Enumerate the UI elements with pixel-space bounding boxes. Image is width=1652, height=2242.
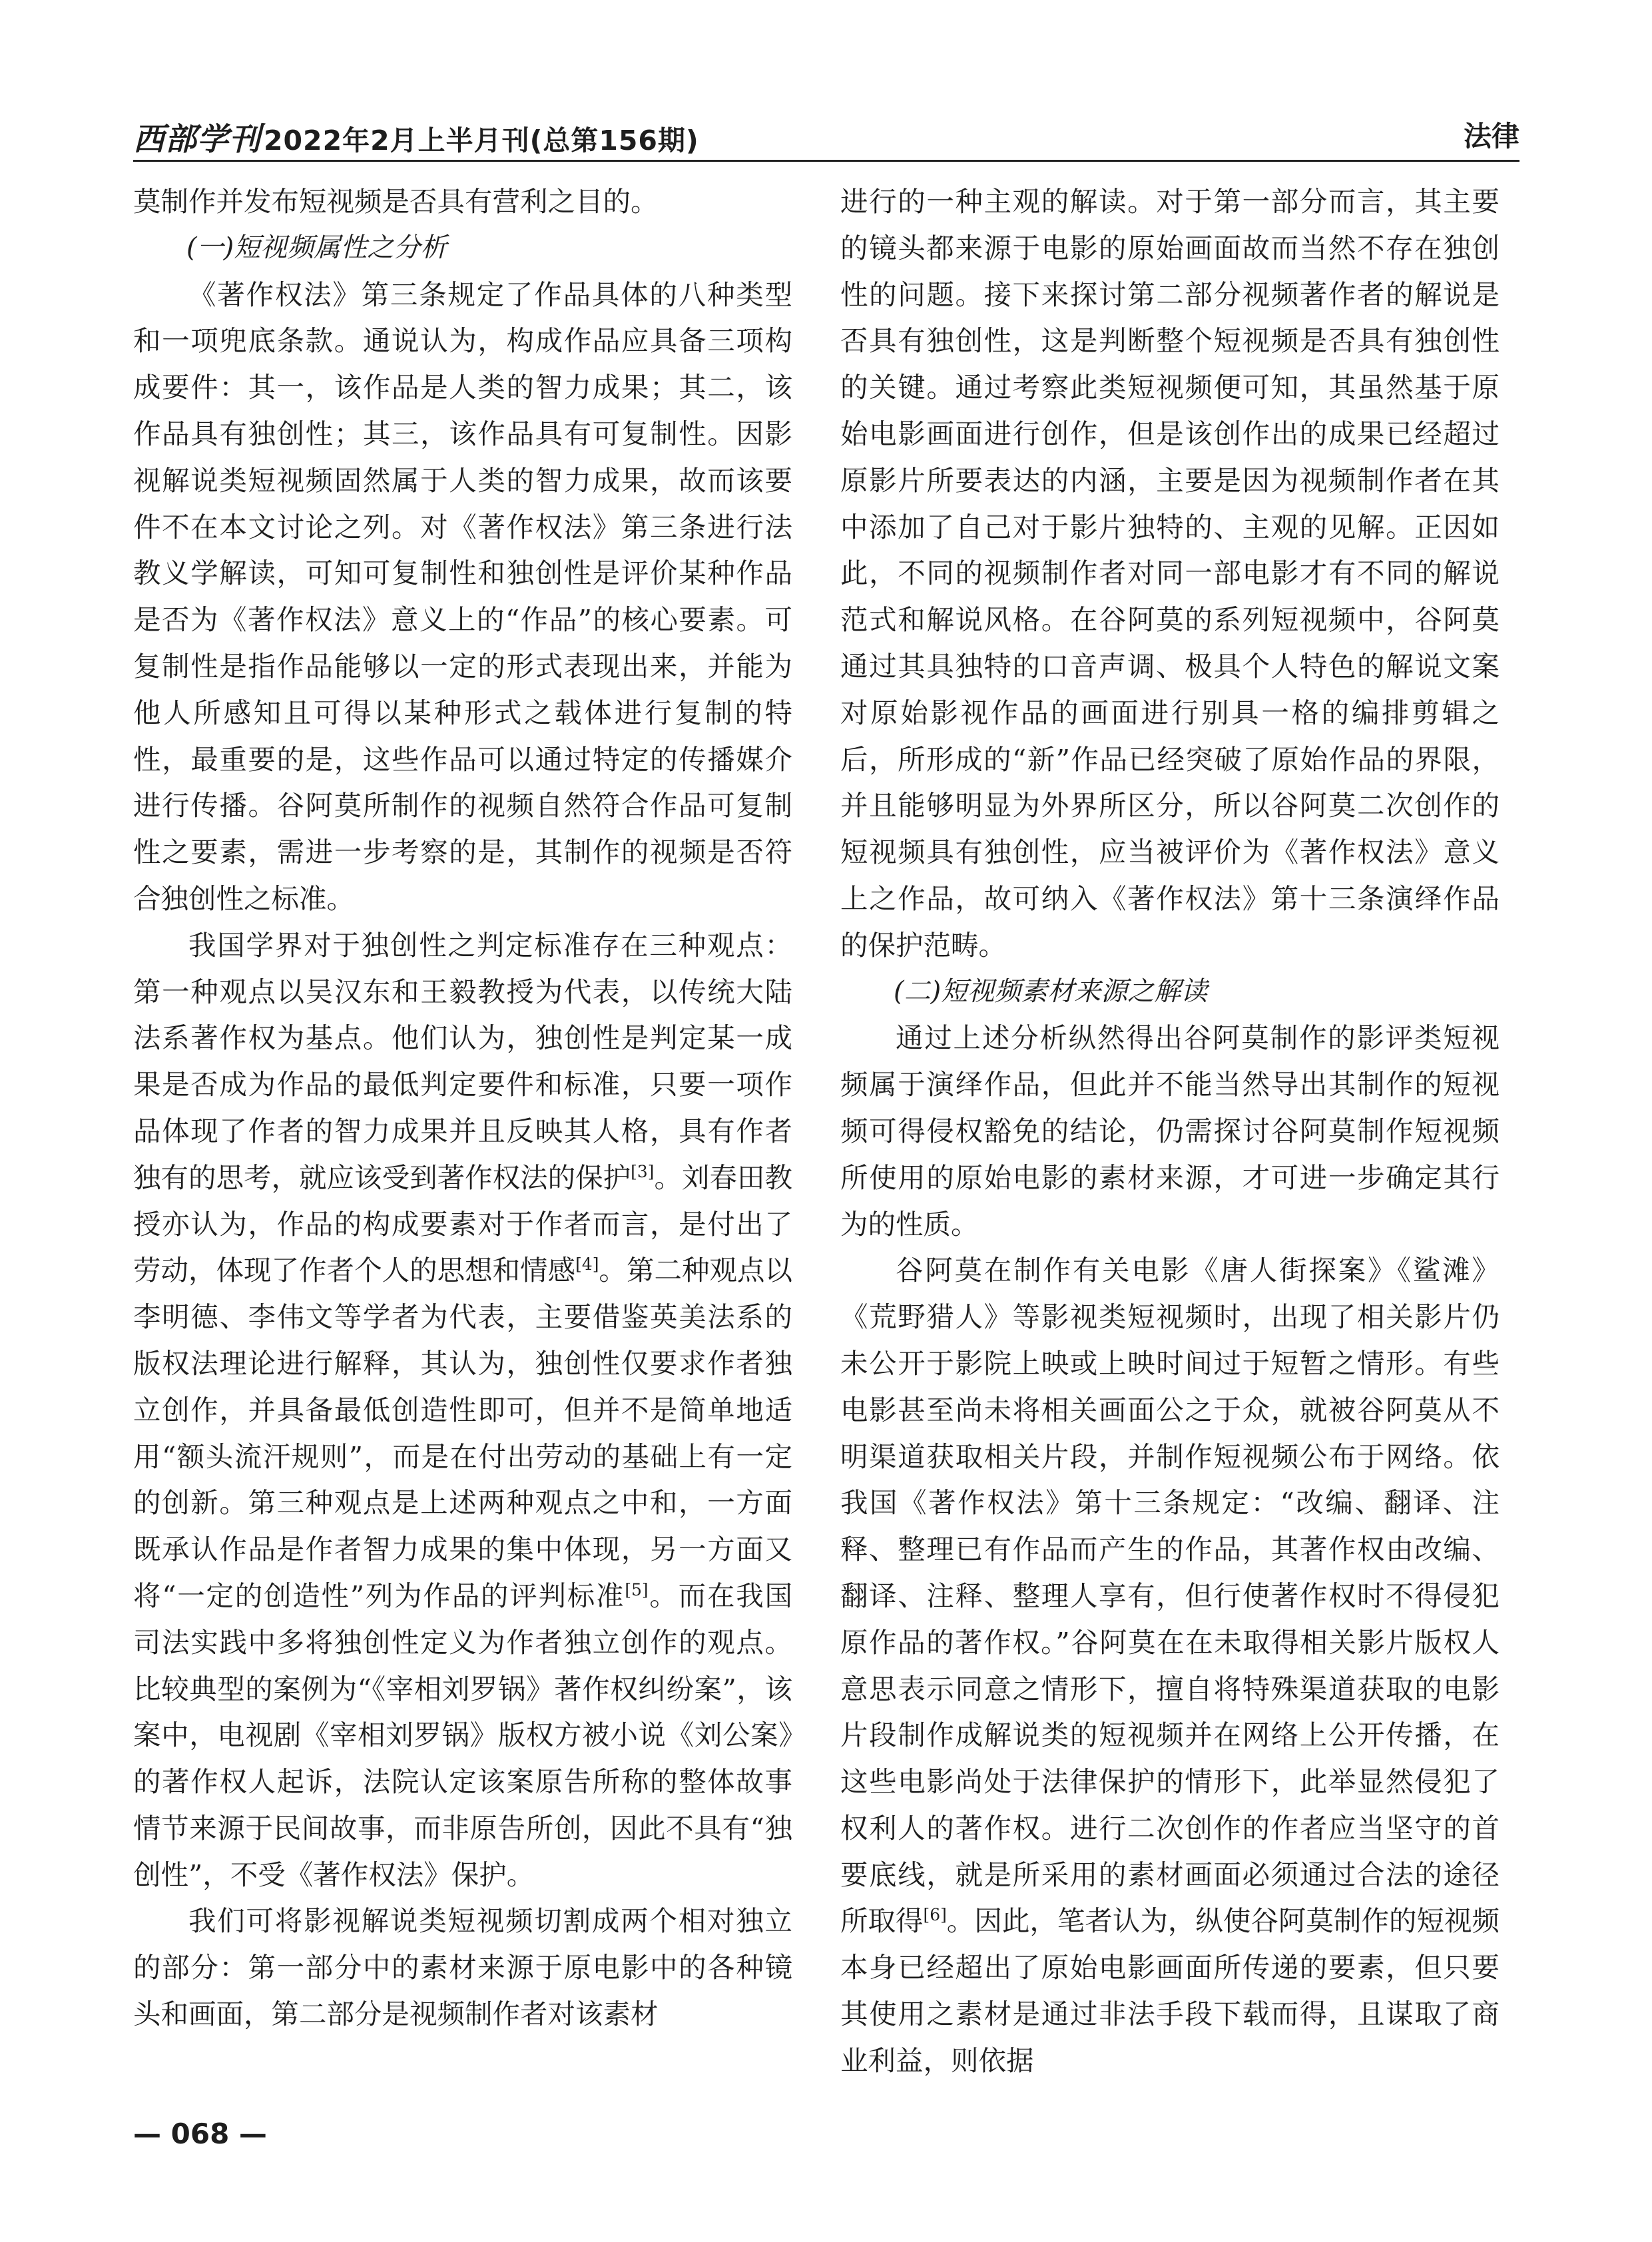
paragraph: 进行的一种主观的解读。对于第一部分而言，其主要的镜头都来源于电影的原始画面故而当然不存在独创性的问题。接下来探讨第二部分视频著作者的解说是否具有独创性，这是判断整个短视频是否具有独创性的关键。通过考察此类短视频便可知，其虽然基于原始电影画面进行创作，但是该创作出的成果已经超过原影片所要表达的内涵，主要是因为视频制作者在其中添加了自己对于影片独特的、主观的见解。正因如此，不同的视频制作者对同一部电影才有不同的解说范式和解说风格。在谷阿莫的系列短视频中，谷阿莫通过其具独特的口音声调、极具个人特色的解说文案对原始影视作品的画面进行别具一格的编排剪辑之后，所形成的“新”作品已经突破了原始作品的界限，并且能够明显为外界所区分，所以谷阿莫二次创作的短视频具有独创性，应当被评价为《著作权法》意义上之作品，故可纳入《著作权法》第十三条演绎作品的保护范畴。 — [840, 185, 1500, 962]
journal-logo: 西部学刊 — [133, 121, 261, 158]
journal-masthead — [133, 115, 699, 159]
paragraph — [840, 1247, 1500, 2084]
paragraph: 我们可将影视解说类短视频切割成两个相对独立的部分：第一部分中的素材来源于原电影中的各种镜头和画面，第二部分是视频制作者对该素材 — [133, 1904, 792, 2031]
citation-ref: [4] — [575, 1255, 599, 1274]
paragraph: 《著作权法》第三条规定了作品具体的八种类型和一项兜底条款。通说认为，构成作品应具备三项构成要件：其一，该作品是人类的智力成果；其二，该作品具有独创性；其三，该作品具有可复制性。因影视解说类短视频固然属于人类的智力成果，故而该要件不在本文讨论之列。对《著作权法》第三条进行法教义学解读，可知可复制性和独创性是评价某种作品是否为《著作权法》意义上的“作品”的核心要素。可复制性是指作品能够以一定的形式表现出来，并能为他人所感知且可得以某种形式之载体进行复制的特性，最重要的是，这些作品可以通过特定的传播媒介进行传播。谷阿莫所制作的视频自然符合作品可复制性之要素，需进一步考察的是，其制作的视频是否符合独创性之标准。 — [133, 278, 792, 915]
text-run: 。而在我国司法实践中多将独创性定义为作者独立创作的观点。比较典型的案例为“《宰相刘罗锅》著作权纠纷案”，该案中，电视剧《宰相刘罗锅》版权方被小说《刘公案》的著作权人起诉，法院认定该案原告所称的整体故事情节来源于民间故事，而非原告所创，因此不具有“独创性”，不受《著作权法》保护。 — [133, 1579, 792, 1891]
issue-info: 2022年2月上半月刊(总第156期) — [264, 125, 699, 156]
paragraph: 通过上述分析纵然得出谷阿莫制作的影评类短视频属于演绎作品，但此并不能当然导出其制作的短视频可得侵权豁免的结论，仍需探讨谷阿莫制作短视频所使用的原始电影的素材来源，才可进一步确定其行为的性质。 — [840, 1021, 1500, 1241]
header-rule — [133, 160, 1519, 162]
section-heading: (一)短视频属性之分析 — [186, 232, 447, 263]
right-column — [840, 178, 1500, 2084]
paragraph — [133, 922, 792, 1898]
left-column — [133, 178, 792, 2038]
paragraph: 莫制作并发布短视频是否具有营利之目的。 — [133, 185, 659, 218]
section-heading: (二)短视频素材来源之解读 — [894, 976, 1208, 1007]
citation-ref: [6] — [923, 1905, 947, 1925]
citation-ref: [3] — [631, 1161, 655, 1181]
text-run: 谷阿莫在制作有关电影《唐人街探案》《鲨滩》《荒野猎人》等影视类短视频时，出现了相关影片仍未公开于影院上映或上映时间过于短暂之情形。有些电影甚至尚未将相关画面公之于众，就被谷阿莫从不明渠道获取相关片段，并制作短视频公布于网络。依我国《著作权法》第十三条规定：“改编、翻译、注释、整理已有作品而产生的作品，其著作权由改编、翻译、注释、整理人享有，但行使著作权时不得侵犯原作品的著作权。”谷阿莫在在未取得相关影片版权人意思表示同意之情形下，擅自将特殊渠道获取的电影片段制作成解说类的短视频并在网络上公开传播，在这些电影尚处于法律保护的情形下，此举显然侵犯了权利人的著作权。进行二次创作的作者应当坚守的首要底线，就是所采用的素材画面必须通过合法的途径所取得 — [840, 1254, 1500, 1938]
text-run: 。第二种观点以李明德、李伟文等学者为代表，主要借鉴英美法系的版权法理论进行解释，其认为，独创性仅要求作者独立创作，并具备最低创造性即可，但并不是简单地适用“额头流汗规则”，而是在付出劳动的基础上有一定的创新。第三种观点是上述两种观点之中和，一方面既承认作品是作者智力成果的集中体现，另一方面又将“一定的创造性”列为作品的评判标准 — [133, 1254, 792, 1612]
section-label: 法律 — [1463, 120, 1519, 152]
text-run: 。因此，笔者认为，纵使谷阿莫制作的短视频本身已经超出了原始电影画面所传递的要素，但只要其使用之素材是通过非法手段下载而得，且谋取了商业利益，则依据 — [840, 1904, 1500, 2077]
running-header — [133, 108, 1519, 161]
page-number: — 068 — — [133, 2117, 267, 2150]
text-run: 我国学界对于独创性之判定标准存在三种观点：第一种观点以吴汉东和王毅教授为代表，以传统大陆法系著作权为基点。他们认为，独创性是判定某一成果是否成为作品的最低判定要件和标准，只要一项作品体现了作者的智力成果并且反映其人格，具有作者独有的思考，就应该受到著作权法的保护 — [133, 928, 792, 1194]
text-run: 。刘春田教授亦认为，作品的构成要素对于作者而言，是付出了劳动，体现了作者个人的思想和情感 — [133, 1161, 792, 1287]
citation-ref: [5] — [625, 1580, 649, 1600]
